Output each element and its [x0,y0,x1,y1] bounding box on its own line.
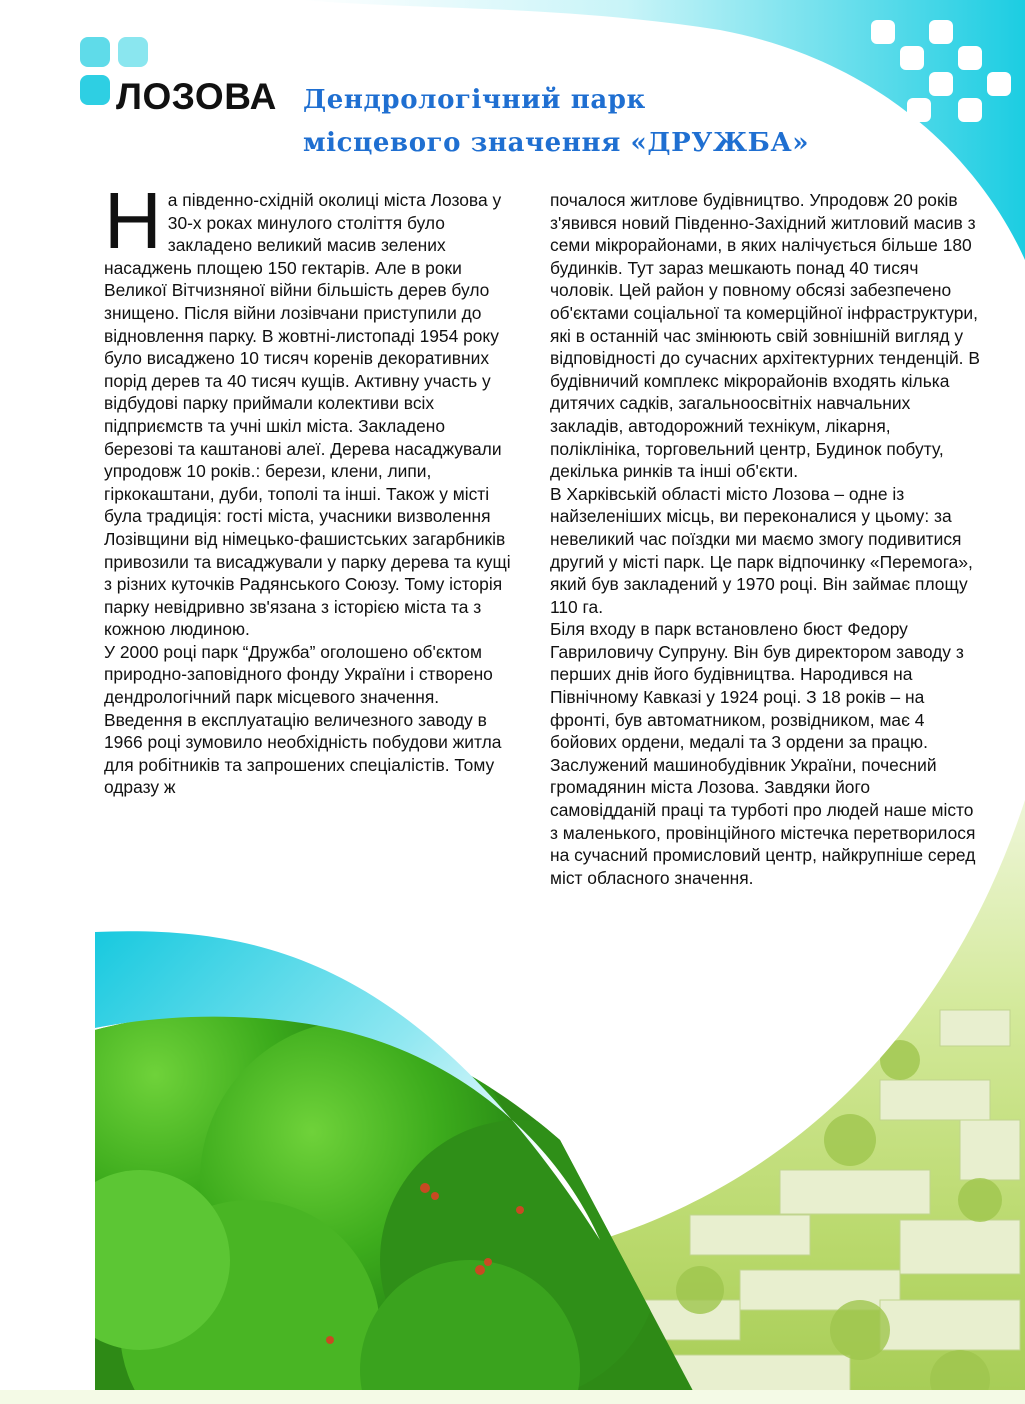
decor-square [958,46,982,70]
paragraph: В Харківській області місто Лозова – одне із найзеленіших місць, ви переконалися у цьому: за невеликий час поїздки ми маємо змогу подивитися другий у місті парк. Це парк відпочинку «Перемога», який був закладений у 1970 році. Він займає площу 110 га. [550,483,973,617]
paragraph: а південно-східній околиці міста Лозова у 30-х роках минулого століття було закладено великий масив зелених насаджень площею 150 гектарів. Але в роки Великої Вітчизняної війни більшість дерев було знищено. Після війни лозівчани приступили до відновлення парку. В жовтні-листопаді 1954 року було висаджено 10 тисяч коренів декоративних порід дерев та 40 тисяч кущів. Активну участь у відбудові парку приймали колективи всіх підприємств та учні шкіл міста. Закладено березові та каштанові алеї. Дерева насаджували упродовж 10 років.: берези, клени, липи, гіркокаштани, дуби, тополі та інші. Також у місті була традиція: гості міста, учасники визволення Лозівщини від німецько-фашистських загарбників привозили та висаджували у парку дерева та кущі з різних куточків Радянського Союзу. Тому історія парку невідривно зв'язана з історією міста та з кожною людиною. [104,190,511,640]
decor-square [929,72,953,96]
logo-square-2 [118,37,148,67]
decor-square [929,20,953,44]
decor-square [987,72,1011,96]
paragraph: почалося житлове будівництво. Упродовж 20 років з'явився новий Південно-Західний житловий масив з семи мікрорайонами, в яких налічується більше 180 будинків. Тут зараз мешкають понад 40 тисяч чоловік. Цей район у повному обсязі забезпечено об'єктами соціальної та комерційної інфраструктури, які в останній час змінюють свій зовнішній вигляд у відповідності до сучасних архітектурних тенденцій. В будівничий комплекс мікрорайонів входять кілька дитячих садків, загальноосвітніх навчальних закладів, автодорожний технікум, лікарня, поліклініка, торговельний центр, Будинок побуту, декілька ринків та інші об'єкти. [550,190,980,482]
park-title [303,79,809,165]
drop-cap: Н [104,176,162,265]
park-title-line-1: Дендрологічний парк [303,85,646,115]
paragraph: Введення в експлуатацію величезного заводу в 1966 році зумовило необхідність побудови житла для робітників та запрошених спеціалістів. Тому одразу ж [104,709,502,798]
article-column-left [104,176,516,799]
park-title-line-2: місцевого значення «ДРУЖБА» [303,128,810,158]
decor-square [871,20,895,44]
city-title: ЛОЗОВА [116,76,277,117]
paragraph: У 2000 році парк “Дружба” оголошено об'єктом природно-заповідного фонду України і створено дендрологічний парк місцевого значення. [104,641,493,708]
decor-square [958,98,982,122]
decor-square [907,98,931,122]
logo-square-3 [80,75,110,105]
article-column-right [550,189,980,889]
decor-square [900,46,924,70]
paragraph: Біля входу в парк встановлено бюст Федору Гавриловичу Супруну. Він був директором заводу з перших днів його будівництва. Народився на Північному Кавказі у 1924 році. З 18 років – на фронті, був автоматником, розвідником, має 4 бойових ордени, медалі та 3 ордени за працю. Заслужений машинобудівник України, почесний громадянин міста Лозова. Завдяки його самовідданій праці та турботі про людей наше місто з маленького, провінційного містечка перетворилося на сучасний промисловий центр, найкрупніше серед міст обласного значення. [550,619,976,888]
logo-square-1 [80,37,110,67]
